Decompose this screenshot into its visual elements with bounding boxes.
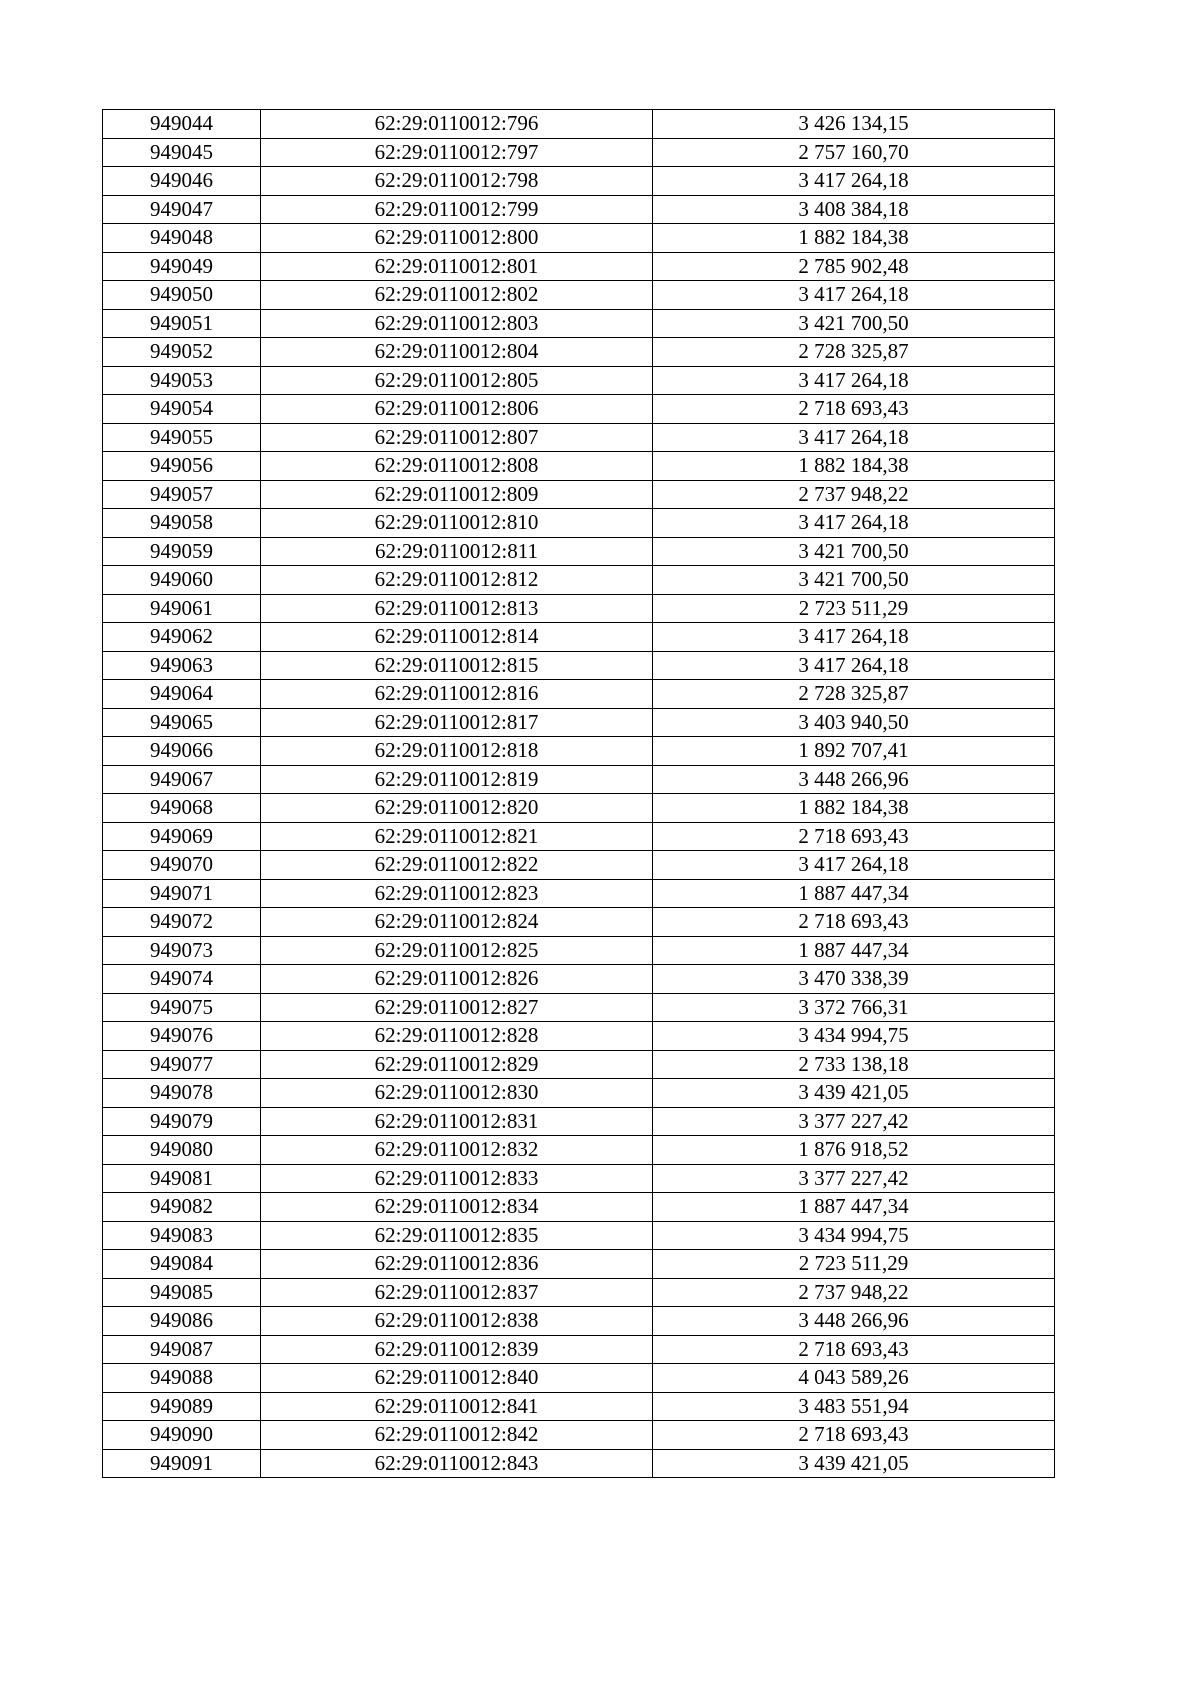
table-row xyxy=(103,138,1055,167)
table-row xyxy=(103,1136,1055,1165)
table-row xyxy=(103,1421,1055,1450)
cadastral-number-cell: 62:29:0110012:812 xyxy=(261,566,653,595)
row-number-cell: 949055 xyxy=(103,423,261,452)
cadastral-number-cell: 62:29:0110012:817 xyxy=(261,708,653,737)
cadastral-value-cell: 1 887 447,34 xyxy=(653,936,1055,965)
row-number-cell: 949060 xyxy=(103,566,261,595)
cadastral-value-cell: 2 737 948,22 xyxy=(653,480,1055,509)
cadastral-value-cell: 1 892 707,41 xyxy=(653,737,1055,766)
cadastral-value-cell: 1 882 184,38 xyxy=(653,452,1055,481)
cadastral-number-cell: 62:29:0110012:815 xyxy=(261,651,653,680)
table-row xyxy=(103,765,1055,794)
row-number-cell: 949050 xyxy=(103,281,261,310)
row-number-cell: 949077 xyxy=(103,1050,261,1079)
cadastral-value-cell: 2 733 138,18 xyxy=(653,1050,1055,1079)
cadastral-value-cell: 3 421 700,50 xyxy=(653,309,1055,338)
table-row xyxy=(103,794,1055,823)
cadastral-value-cell: 2 718 693,43 xyxy=(653,908,1055,937)
table-row xyxy=(103,851,1055,880)
table-row xyxy=(103,1107,1055,1136)
table-row xyxy=(103,1221,1055,1250)
cadastral-number-cell: 62:29:0110012:839 xyxy=(261,1335,653,1364)
cadastral-value-cell: 3 417 264,18 xyxy=(653,623,1055,652)
cadastral-value-cell: 4 043 589,26 xyxy=(653,1364,1055,1393)
cadastral-number-cell: 62:29:0110012:811 xyxy=(261,537,653,566)
cadastral-number-cell: 62:29:0110012:814 xyxy=(261,623,653,652)
table-row xyxy=(103,224,1055,253)
cadastral-number-cell: 62:29:0110012:821 xyxy=(261,822,653,851)
cadastral-number-cell: 62:29:0110012:797 xyxy=(261,138,653,167)
cadastral-value-cell: 2 723 511,29 xyxy=(653,1250,1055,1279)
cadastral-value-cell: 3 470 338,39 xyxy=(653,965,1055,994)
row-number-cell: 949064 xyxy=(103,680,261,709)
table-row xyxy=(103,480,1055,509)
row-number-cell: 949051 xyxy=(103,309,261,338)
cadastral-number-cell: 62:29:0110012:798 xyxy=(261,167,653,196)
cadastral-value-cell: 2 718 693,43 xyxy=(653,1335,1055,1364)
table-row xyxy=(103,1022,1055,1051)
cadastral-value-cell: 3 448 266,96 xyxy=(653,1307,1055,1336)
table-row xyxy=(103,195,1055,224)
row-number-cell: 949056 xyxy=(103,452,261,481)
cadastral-value-cell: 3 417 264,18 xyxy=(653,167,1055,196)
cadastral-value-cell: 3 421 700,50 xyxy=(653,566,1055,595)
table-row xyxy=(103,993,1055,1022)
cadastral-value-cell: 3 403 940,50 xyxy=(653,708,1055,737)
row-number-cell: 949052 xyxy=(103,338,261,367)
cadastral-number-cell: 62:29:0110012:830 xyxy=(261,1079,653,1108)
table-row xyxy=(103,1193,1055,1222)
table-row xyxy=(103,1250,1055,1279)
row-number-cell: 949073 xyxy=(103,936,261,965)
row-number-cell: 949062 xyxy=(103,623,261,652)
row-number-cell: 949066 xyxy=(103,737,261,766)
table-row xyxy=(103,566,1055,595)
cadastral-value-cell: 3 417 264,18 xyxy=(653,651,1055,680)
row-number-cell: 949053 xyxy=(103,366,261,395)
row-number-cell: 949086 xyxy=(103,1307,261,1336)
table-row xyxy=(103,537,1055,566)
table-row xyxy=(103,110,1055,139)
cadastral-number-cell: 62:29:0110012:808 xyxy=(261,452,653,481)
row-number-cell: 949076 xyxy=(103,1022,261,1051)
table-row xyxy=(103,452,1055,481)
table-row xyxy=(103,281,1055,310)
row-number-cell: 949069 xyxy=(103,822,261,851)
row-number-cell: 949049 xyxy=(103,252,261,281)
cadastral-value-cell: 2 757 160,70 xyxy=(653,138,1055,167)
cadastral-value-cell: 1 882 184,38 xyxy=(653,794,1055,823)
table-row xyxy=(103,680,1055,709)
cadastral-value-cell: 3 417 264,18 xyxy=(653,366,1055,395)
row-number-cell: 949047 xyxy=(103,195,261,224)
row-number-cell: 949082 xyxy=(103,1193,261,1222)
cadastral-number-cell: 62:29:0110012:810 xyxy=(261,509,653,538)
row-number-cell: 949090 xyxy=(103,1421,261,1450)
cadastral-number-cell: 62:29:0110012:819 xyxy=(261,765,653,794)
cadastral-value-cell: 2 728 325,87 xyxy=(653,680,1055,709)
cadastral-number-cell: 62:29:0110012:805 xyxy=(261,366,653,395)
table-row xyxy=(103,167,1055,196)
table-row xyxy=(103,1278,1055,1307)
cadastral-value-cell: 1 876 918,52 xyxy=(653,1136,1055,1165)
cadastral-value-cell: 3 417 264,18 xyxy=(653,509,1055,538)
table-row xyxy=(103,338,1055,367)
table-row xyxy=(103,594,1055,623)
cadastral-value-cell: 2 718 693,43 xyxy=(653,395,1055,424)
table-row xyxy=(103,1392,1055,1421)
row-number-cell: 949057 xyxy=(103,480,261,509)
cadastral-number-cell: 62:29:0110012:813 xyxy=(261,594,653,623)
row-number-cell: 949070 xyxy=(103,851,261,880)
row-number-cell: 949071 xyxy=(103,879,261,908)
row-number-cell: 949072 xyxy=(103,908,261,937)
table-body xyxy=(103,110,1055,1478)
row-number-cell: 949044 xyxy=(103,110,261,139)
table-row xyxy=(103,395,1055,424)
cadastral-value-cell: 3 448 266,96 xyxy=(653,765,1055,794)
table-row xyxy=(103,1335,1055,1364)
cadastral-value-cell: 1 882 184,38 xyxy=(653,224,1055,253)
row-number-cell: 949088 xyxy=(103,1364,261,1393)
row-number-cell: 949054 xyxy=(103,395,261,424)
row-number-cell: 949087 xyxy=(103,1335,261,1364)
table-row xyxy=(103,737,1055,766)
cadastral-number-cell: 62:29:0110012:823 xyxy=(261,879,653,908)
cadastral-value-cell: 1 887 447,34 xyxy=(653,1193,1055,1222)
cadastral-value-cell: 2 718 693,43 xyxy=(653,822,1055,851)
cadastral-value-cell: 3 426 134,15 xyxy=(653,110,1055,139)
cadastral-number-cell: 62:29:0110012:824 xyxy=(261,908,653,937)
cadastral-value-cell: 3 408 384,18 xyxy=(653,195,1055,224)
cadastral-number-cell: 62:29:0110012:828 xyxy=(261,1022,653,1051)
cadastral-value-cell: 2 723 511,29 xyxy=(653,594,1055,623)
row-number-cell: 949085 xyxy=(103,1278,261,1307)
row-number-cell: 949048 xyxy=(103,224,261,253)
row-number-cell: 949063 xyxy=(103,651,261,680)
cadastral-number-cell: 62:29:0110012:833 xyxy=(261,1164,653,1193)
cadastral-number-cell: 62:29:0110012:829 xyxy=(261,1050,653,1079)
row-number-cell: 949065 xyxy=(103,708,261,737)
table-row xyxy=(103,423,1055,452)
table-row xyxy=(103,623,1055,652)
row-number-cell: 949061 xyxy=(103,594,261,623)
row-number-cell: 949083 xyxy=(103,1221,261,1250)
cadastral-value-table xyxy=(102,109,1055,1478)
cadastral-value-cell: 3 434 994,75 xyxy=(653,1022,1055,1051)
table-row xyxy=(103,1164,1055,1193)
row-number-cell: 949089 xyxy=(103,1392,261,1421)
cadastral-number-cell: 62:29:0110012:807 xyxy=(261,423,653,452)
cadastral-number-cell: 62:29:0110012:800 xyxy=(261,224,653,253)
cadastral-number-cell: 62:29:0110012:801 xyxy=(261,252,653,281)
row-number-cell: 949081 xyxy=(103,1164,261,1193)
cadastral-value-cell: 2 728 325,87 xyxy=(653,338,1055,367)
cadastral-value-cell: 2 718 693,43 xyxy=(653,1421,1055,1450)
cadastral-number-cell: 62:29:0110012:840 xyxy=(261,1364,653,1393)
row-number-cell: 949067 xyxy=(103,765,261,794)
cadastral-number-cell: 62:29:0110012:816 xyxy=(261,680,653,709)
row-number-cell: 949074 xyxy=(103,965,261,994)
cadastral-value-cell: 3 377 227,42 xyxy=(653,1107,1055,1136)
table-row xyxy=(103,1079,1055,1108)
cadastral-value-cell: 2 737 948,22 xyxy=(653,1278,1055,1307)
cadastral-number-cell: 62:29:0110012:831 xyxy=(261,1107,653,1136)
table-row xyxy=(103,1364,1055,1393)
table-row xyxy=(103,1307,1055,1336)
row-number-cell: 949046 xyxy=(103,167,261,196)
cadastral-number-cell: 62:29:0110012:826 xyxy=(261,965,653,994)
row-number-cell: 949068 xyxy=(103,794,261,823)
cadastral-number-cell: 62:29:0110012:799 xyxy=(261,195,653,224)
table-row xyxy=(103,309,1055,338)
cadastral-number-cell: 62:29:0110012:806 xyxy=(261,395,653,424)
cadastral-value-cell: 3 439 421,05 xyxy=(653,1449,1055,1478)
table-row xyxy=(103,822,1055,851)
cadastral-number-cell: 62:29:0110012:843 xyxy=(261,1449,653,1478)
cadastral-number-cell: 62:29:0110012:822 xyxy=(261,851,653,880)
table-row xyxy=(103,252,1055,281)
cadastral-number-cell: 62:29:0110012:832 xyxy=(261,1136,653,1165)
cadastral-number-cell: 62:29:0110012:825 xyxy=(261,936,653,965)
table-row xyxy=(103,1050,1055,1079)
cadastral-number-cell: 62:29:0110012:842 xyxy=(261,1421,653,1450)
row-number-cell: 949058 xyxy=(103,509,261,538)
table-row xyxy=(103,936,1055,965)
row-number-cell: 949059 xyxy=(103,537,261,566)
cadastral-number-cell: 62:29:0110012:820 xyxy=(261,794,653,823)
cadastral-value-cell: 3 421 700,50 xyxy=(653,537,1055,566)
cadastral-value-cell: 3 417 264,18 xyxy=(653,851,1055,880)
cadastral-value-cell: 2 785 902,48 xyxy=(653,252,1055,281)
table-row xyxy=(103,1449,1055,1478)
cadastral-value-cell: 3 417 264,18 xyxy=(653,281,1055,310)
row-number-cell: 949079 xyxy=(103,1107,261,1136)
table-row xyxy=(103,879,1055,908)
row-number-cell: 949045 xyxy=(103,138,261,167)
table-row xyxy=(103,651,1055,680)
cadastral-number-cell: 62:29:0110012:838 xyxy=(261,1307,653,1336)
cadastral-value-cell: 3 483 551,94 xyxy=(653,1392,1055,1421)
cadastral-value-cell: 1 887 447,34 xyxy=(653,879,1055,908)
cadastral-number-cell: 62:29:0110012:809 xyxy=(261,480,653,509)
cadastral-value-cell: 3 372 766,31 xyxy=(653,993,1055,1022)
table-row xyxy=(103,366,1055,395)
cadastral-number-cell: 62:29:0110012:818 xyxy=(261,737,653,766)
table-row xyxy=(103,708,1055,737)
cadastral-number-cell: 62:29:0110012:803 xyxy=(261,309,653,338)
cadastral-value-cell: 3 377 227,42 xyxy=(653,1164,1055,1193)
cadastral-number-cell: 62:29:0110012:834 xyxy=(261,1193,653,1222)
row-number-cell: 949084 xyxy=(103,1250,261,1279)
cadastral-number-cell: 62:29:0110012:827 xyxy=(261,993,653,1022)
cadastral-value-cell: 3 439 421,05 xyxy=(653,1079,1055,1108)
cadastral-number-cell: 62:29:0110012:796 xyxy=(261,110,653,139)
cadastral-number-cell: 62:29:0110012:837 xyxy=(261,1278,653,1307)
table-row xyxy=(103,965,1055,994)
row-number-cell: 949075 xyxy=(103,993,261,1022)
table-row xyxy=(103,509,1055,538)
cadastral-number-cell: 62:29:0110012:802 xyxy=(261,281,653,310)
cadastral-value-cell: 3 417 264,18 xyxy=(653,423,1055,452)
cadastral-number-cell: 62:29:0110012:841 xyxy=(261,1392,653,1421)
row-number-cell: 949091 xyxy=(103,1449,261,1478)
cadastral-number-cell: 62:29:0110012:835 xyxy=(261,1221,653,1250)
table-row xyxy=(103,908,1055,937)
cadastral-value-cell: 3 434 994,75 xyxy=(653,1221,1055,1250)
cadastral-number-cell: 62:29:0110012:836 xyxy=(261,1250,653,1279)
row-number-cell: 949078 xyxy=(103,1079,261,1108)
row-number-cell: 949080 xyxy=(103,1136,261,1165)
cadastral-number-cell: 62:29:0110012:804 xyxy=(261,338,653,367)
